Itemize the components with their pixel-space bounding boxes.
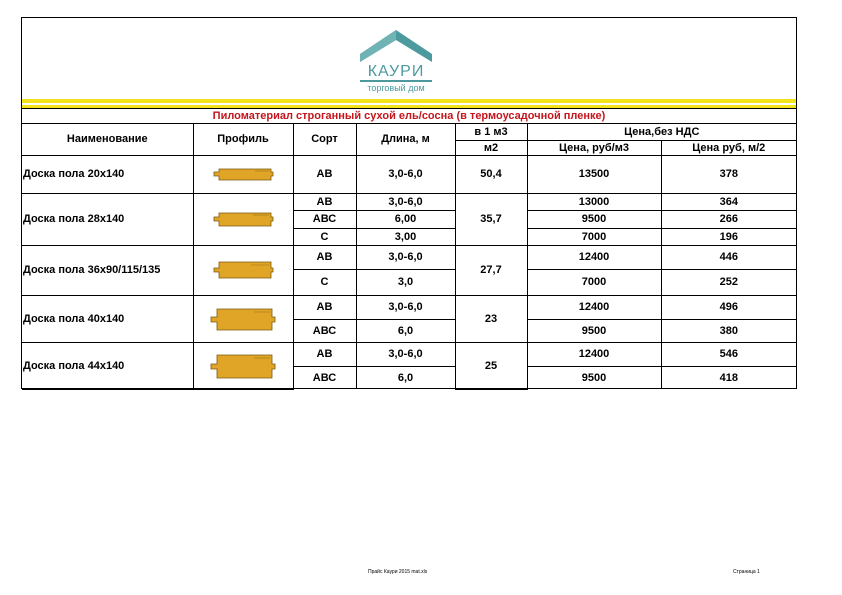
profile-image xyxy=(193,295,293,342)
price-m3-cell: 7000 xyxy=(527,228,661,245)
logo-brand: КАУРИ xyxy=(367,63,425,80)
grade-cell: АВ xyxy=(293,295,356,319)
per-m3-cell: 50,4 xyxy=(455,155,527,193)
product-name: Доска пола 28х140 xyxy=(22,193,193,245)
header-grade: Сорт xyxy=(293,124,356,155)
price-m3-cell: 12400 xyxy=(527,342,661,366)
price-m2-cell: 252 xyxy=(661,269,796,295)
per-m3-cell: 27,7 xyxy=(455,245,527,295)
grade-cell: АВ xyxy=(293,193,356,210)
company-logo xyxy=(358,28,434,98)
price-m3-cell: 7000 xyxy=(527,269,661,295)
table-row xyxy=(22,245,796,269)
length-cell: 3,0-6,0 xyxy=(356,193,455,210)
product-name: Доска пола 36х90/115/135 xyxy=(22,245,193,295)
footer-page-number: Страница 1 xyxy=(733,569,760,575)
price-m2-cell: 446 xyxy=(661,245,796,269)
length-cell: 6,0 xyxy=(356,319,455,342)
product-name: Доска пола 20х140 xyxy=(22,155,193,193)
header-price-m3: Цена, руб/м3 xyxy=(527,140,661,155)
floor-board-icon xyxy=(208,302,278,336)
header-profile: Профиль xyxy=(193,124,293,155)
header-m2: м2 xyxy=(455,140,527,155)
length-cell: 3,0-6,0 xyxy=(356,155,455,193)
table-row xyxy=(22,295,796,319)
profile-image xyxy=(193,342,293,389)
profile-image xyxy=(193,245,293,295)
length-cell: 3,0-6,0 xyxy=(356,295,455,319)
floor-board-icon xyxy=(211,163,275,185)
length-cell: 3,0 xyxy=(356,269,455,295)
price-m2-cell: 364 xyxy=(661,193,796,210)
price-m3-cell: 13500 xyxy=(527,155,661,193)
length-cell: 3,0-6,0 xyxy=(356,342,455,366)
grade-cell: АВС xyxy=(293,366,356,389)
footer-filename: Прайс Каури 2015 mat.xls xyxy=(368,569,428,575)
floor-board-icon xyxy=(211,257,275,283)
roof-icon xyxy=(358,28,434,64)
price-m2-cell: 266 xyxy=(661,210,796,228)
table-title: Пиломатериал строганный сухой ель/сосна (в термоусадочной пленке) xyxy=(22,108,796,124)
profile-image xyxy=(193,155,293,193)
price-m3-cell: 9500 xyxy=(527,366,661,389)
price-m2-cell: 380 xyxy=(661,319,796,342)
grade-cell: АВС xyxy=(293,319,356,342)
price-m2-cell: 496 xyxy=(661,295,796,319)
product-name: Доска пола 40х140 xyxy=(22,295,193,342)
per-m3-cell: 23 xyxy=(455,295,527,342)
logo-subtitle: торговый дом xyxy=(367,83,425,93)
per-m3-cell: 35,7 xyxy=(455,193,527,245)
price-list-frame xyxy=(21,17,797,389)
price-m2-cell: 196 xyxy=(661,228,796,245)
price-m2-cell: 378 xyxy=(661,155,796,193)
logo-divider xyxy=(360,80,432,82)
price-m2-cell: 546 xyxy=(661,342,796,366)
header-per-m3: в 1 м3 xyxy=(455,124,527,140)
floor-board-icon xyxy=(211,208,275,230)
grade-cell: АВС xyxy=(293,210,356,228)
header-length: Длина, м xyxy=(356,124,455,155)
per-m3-cell: 25 xyxy=(455,342,527,389)
price-m3-cell: 13000 xyxy=(527,193,661,210)
header-price-m2: Цена руб, м/2 xyxy=(661,140,796,155)
price-m3-cell: 9500 xyxy=(527,319,661,342)
grade-cell: АВ xyxy=(293,342,356,366)
product-name: Доска пола 44х140 xyxy=(22,342,193,389)
grade-cell: С xyxy=(293,269,356,295)
grade-cell: С xyxy=(293,228,356,245)
header-name: Наименование xyxy=(22,124,193,155)
price-table xyxy=(22,124,796,390)
length-cell: 3,0-6,0 xyxy=(356,245,455,269)
price-m3-cell: 12400 xyxy=(527,295,661,319)
table-row xyxy=(22,155,796,193)
price-m3-cell: 9500 xyxy=(527,210,661,228)
price-m2-cell: 418 xyxy=(661,366,796,389)
length-cell: 3,00 xyxy=(356,228,455,245)
grade-cell: АВ xyxy=(293,155,356,193)
table-row xyxy=(22,342,796,366)
profile-image xyxy=(193,193,293,245)
length-cell: 6,00 xyxy=(356,210,455,228)
yellow-stripe xyxy=(22,99,796,103)
header-price-group: Цена,без НДС xyxy=(527,124,796,140)
floor-board-icon xyxy=(208,348,278,384)
price-m3-cell: 12400 xyxy=(527,245,661,269)
length-cell: 6,0 xyxy=(356,366,455,389)
table-row xyxy=(22,193,796,210)
grade-cell: АВ xyxy=(293,245,356,269)
